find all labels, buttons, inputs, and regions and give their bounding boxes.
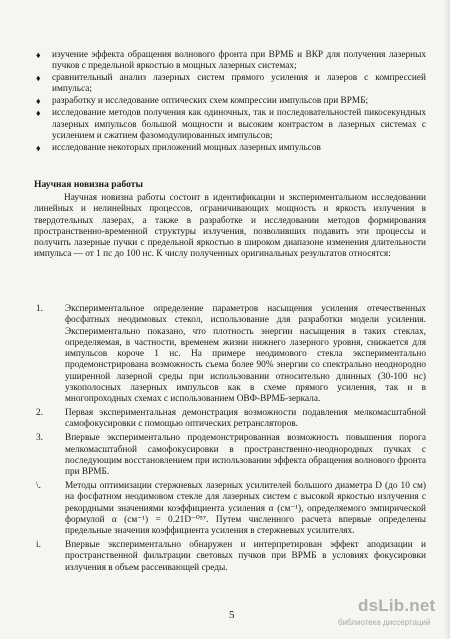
item-number: i. [36,539,41,550]
numbered-item [34,408,426,431]
watermark [338,596,448,636]
bullet-item [34,108,426,142]
diamond-bullet-icon: ♦ [36,50,41,60]
diamond-bullet-icon: ♦ [36,73,41,84]
diamond-bullet-icon: ♦ [36,142,41,153]
bullet-item [34,50,426,73]
bullet-item [34,73,426,96]
bullet-text: изучение эффекта обращения волнового фронта при ВРМБ и ВКР для получения лазерных пучков с предельной яркостью в мощных лазерных системах; [52,50,426,72]
bullet-item [34,143,426,154]
bullet-item [34,96,426,107]
numbered-list [34,304,426,576]
diamond-bullet-icon: ♦ [36,96,41,107]
item-number: 3. [36,433,43,444]
watermark-subtitle: библиотека диссертаций [338,618,431,627]
diamond-bullet-icon: ♦ [36,108,41,119]
numbered-item [34,540,426,574]
page-edge-shadow [444,0,450,639]
item-number: \. [36,480,41,491]
item-text: Впервые экспериментально обнаружен и интерпретирован эффект аподизации и пространственной фильтрации световых пучков при ВРМБ в условиях фокусировки излучения в объем рассеивающей среды. [65,539,426,573]
item-text: Впервые экспериментально продемонстрированная возможность повышения порога мелкомасштабной самофокусировки в пространственно-неоднородных пучках с последующим восстановлением при использовании эффекта обращения волнового фронта при ВРМБ. [65,433,426,478]
page-number: 5 [229,609,235,621]
item-text: Первая экспериментальная демонстрация возможности подавления мелкомасштабной самофокусировки с помощью оптических ретрансляторов. [65,408,426,430]
item-text: Экспериментальное определение параметров насыщения усиления отечественных фосфатных неодимовых стекол, использование для разработки модели усиления. Экспериментально показано, что плотность энергии насыщения в таких стеклах, определяемая, в частности, временем жизни нижнего лазерного уровня, снижается для импульсов короче 1 нс. На примере неодимового стекла экспериментально продемонстрирована возможность съема более 90% энергии со спектрально неоднородно уширенной лазерной среды при использовании относительно длинных (30-100 нс) узкополосных лазерных импульсов как в схеме прямого усиления, так и в многопроходных схемах с использованием ОВФ-ВРМБ-зеркала. [65,304,426,405]
item-number: 2. [36,408,43,419]
item-number: 1. [36,304,43,314]
numbered-item [34,481,426,537]
bullet-text: исследование методов получения как одиночных, так и последовательностей пикосекундных лазерных импульсов большой мощности и высоким контрастом в лазерных системах с усилением и сжатием фазомодулированных импульсов; [52,108,426,141]
bullet-list [34,50,426,155]
item-text: Методы оптимизации стержневых лазерных усилителей большого диаметра D (до 10 см) на фосфатном неодимовом стекле для лазерных систем с высокой яркостью излучения с рекордными значениями коэффициента усиления α (см⁻¹), определяемого эмпирической формулой α (см⁻¹) = 0.21D⁻⁰⁵⁷. Путем численного расчета впервые определены предельные значения коэффициента усиления в стержневых усилителях. [65,480,426,537]
numbered-item [34,433,426,478]
bullet-text: исследование некоторых приложений мощных лазерных импульсов [52,142,321,153]
numbered-item [34,304,426,406]
watermark-logo: dsLib.net [358,596,436,615]
bullet-text: сравнительный анализ лазерных систем прямого усиления и лазеров с компрессией импульса; [52,73,426,95]
novelty-paragraph: Научная новизна работы состоит в идентификации и экспериментальном исследовании линейных и нелинейных процессов, ограничивающих мощность и яркость излучения в твердотельных лазерах, а также в разработке и исследовании методов формирования пространственно-временной структуры излучения, позволивших подавить эти процессы и получить лазерные пучки с предельной яркостью в широком диапазоне изменения длительности импульса — от 1 пс до 100 нс. К числу полученных оригинальных результатов относятся: [34,193,426,260]
bullet-text: разработку и исследование оптических схем компрессии импульсов при ВРМБ; [52,96,369,107]
section-heading: Научная новизна работы [34,179,143,190]
